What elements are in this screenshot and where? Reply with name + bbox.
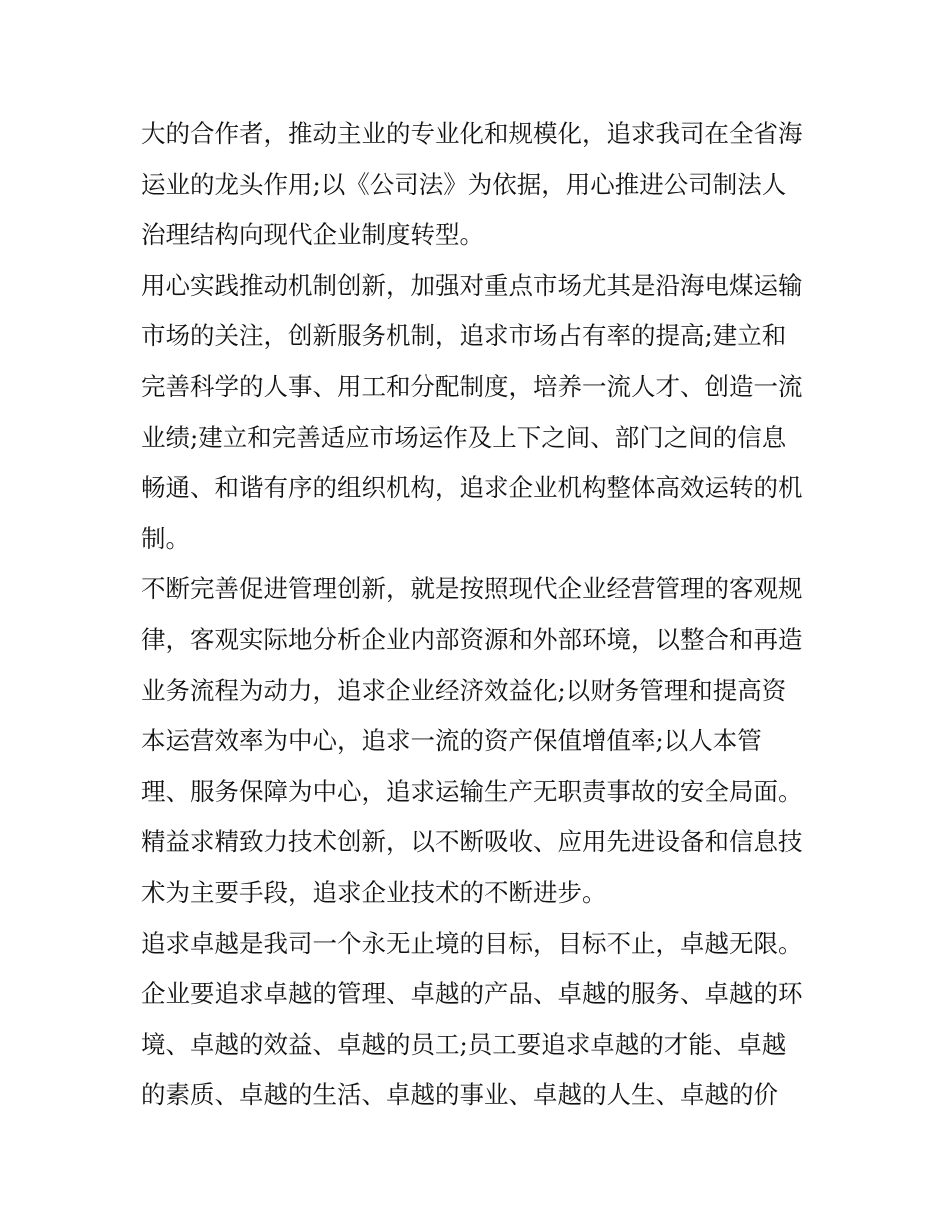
text-line: 制。 bbox=[141, 523, 190, 553]
text-line: 大的合作者，推动主业的专业化和规模化，追求我司在全省海 bbox=[141, 119, 803, 148]
text-line: 精益求精致力技术创新，以不断吸收、应用先进设备和信息技 bbox=[141, 827, 803, 857]
text-line: 业绩;建立和完善适应市场运作及上下之间、部门之间的信息 bbox=[141, 422, 787, 452]
body-text bbox=[141, 109, 821, 1121]
text-line: 律，客观实际地分析企业内部资源和外部环境，以整合和再造 bbox=[141, 624, 803, 654]
text-line: 企业要追求卓越的管理、卓越的产品、卓越的服务、卓越的环 bbox=[141, 979, 803, 1009]
text-line: 畅通、和谐有序的组织机构，追求企业机构整体高效运转的机 bbox=[141, 473, 803, 503]
text-line: 治理结构向现代企业制度转型。 bbox=[141, 220, 484, 250]
text-line: 术为主要手段，追求企业技术的不断进步。 bbox=[141, 877, 607, 907]
text-line: 的素质、卓越的生活、卓越的事业、卓越的人生、卓越的价 bbox=[141, 1080, 778, 1110]
text-line: 境、卓越的效益、卓越的员工;员工要追求卓越的才能、卓越 bbox=[141, 1029, 787, 1059]
text-line: 业务流程为动力，追求企业经济效益化;以财务管理和提高资 bbox=[141, 675, 787, 705]
text-line: 用心实践推动机制创新，加强对重点市场尤其是沿海电煤运输 bbox=[141, 270, 803, 300]
text-line: 市场的关注，创新服务机制，追求市场占有率的提高;建立和 bbox=[141, 321, 787, 351]
text-line: 不断完善促进管理创新，就是按照现代企业经营管理的客观规 bbox=[141, 574, 803, 604]
text-line: 理、服务保障为中心，追求运输生产无职责事故的安全局面。 bbox=[141, 776, 803, 806]
text-line: 完善科学的人事、用工和分配制度，培养一流人才、创造一流 bbox=[141, 371, 803, 401]
text-line: 运业的龙头作用;以《公司法》为依据，用心推进公司制法人 bbox=[141, 169, 787, 199]
text-line: 追求卓越是我司一个永无止境的目标，目标不止，卓越无限。 bbox=[141, 928, 803, 958]
text-line: 本运营效率为中心，追求一流的资产保值增值率;以人本管 bbox=[141, 726, 762, 756]
